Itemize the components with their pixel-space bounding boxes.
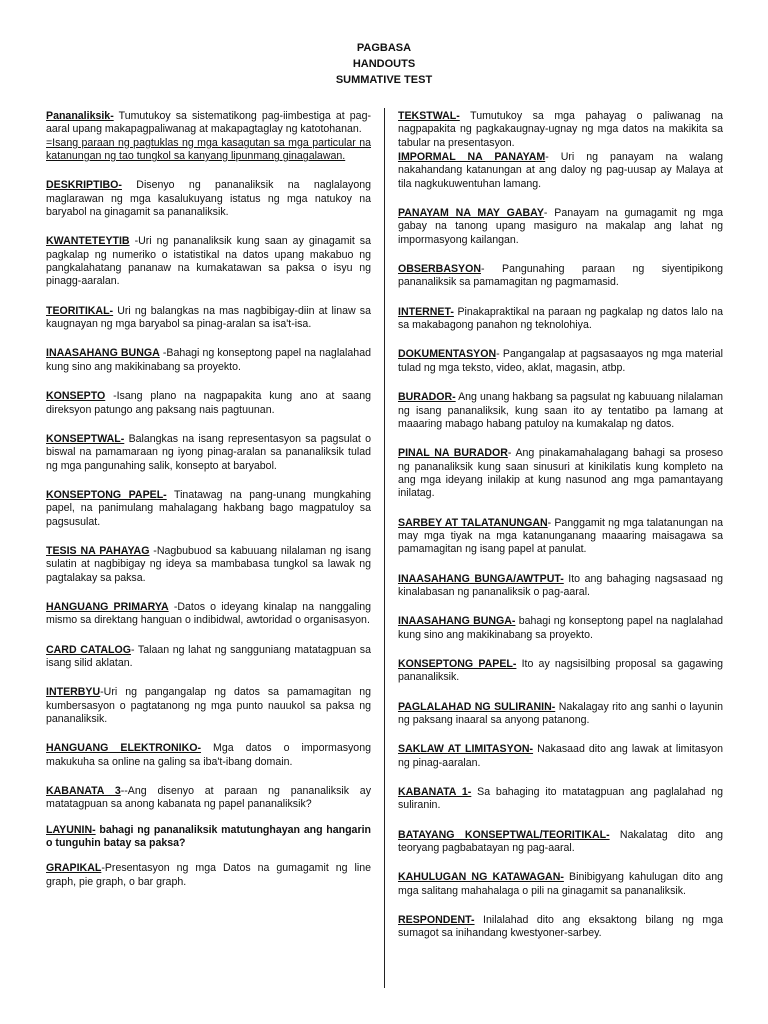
entry-pananaliksik <box>46 110 371 163</box>
term: DOKUMENTASYON <box>398 348 497 361</box>
definition: Ito ay nagsisilbing proposal sa gagawing pananaliksik. <box>398 657 724 684</box>
entry-batayang-konseptwal <box>398 829 723 856</box>
definition: Uri ng balangkas na mas nagbibigay-diin at linaw sa kaugnayan ng mga baryabol sa pinag-aralan sa isa't-isa. <box>46 304 371 331</box>
term: CARD CATALOG <box>46 643 131 656</box>
entry-panayam-na-may-gabay <box>398 207 723 247</box>
entry-kahulugan-ng-katawagan <box>398 871 723 898</box>
entry-hanguang-primarya <box>46 601 371 628</box>
definition: Ito ang bahaging nagsasaad ng kinalabasan ng pananaliksik o pag-aaral. <box>398 572 723 598</box>
entry-respondent <box>398 914 723 941</box>
term: INTERNET- <box>398 305 454 318</box>
entry-kabanata-3 <box>46 785 371 812</box>
entry-obserbasyon <box>398 263 723 290</box>
entry-kabanata-1 <box>398 786 723 813</box>
definition: bahagi ng pananaliksik matutunghayan ang hangarin o tunguhin batay sa paksa? <box>46 823 371 850</box>
definition: - Ang pinakamahalagang bahagi sa proseso ng pananaliksik kung saan sinusuri at kinikilatis kung kompleto na ang mga ideyang inilakip at kung nasunod ang mga pamantayang inilatag. <box>398 447 724 500</box>
term: BATAYANG KONSEPTWAL/TEORITIKAL- <box>398 828 610 841</box>
term: PINAL NA BURADOR <box>398 447 508 460</box>
term: KONSEPTWAL- <box>46 432 125 445</box>
term: KAHULUGAN NG KATAWAGAN- <box>398 871 564 884</box>
term: OBSERBASYON <box>398 263 481 276</box>
definition: Tumutukoy sa sistematikong pag-iimbestiga at pag-aaral upang makapagpaliwanag at makapagtaglay ng katotohanan. <box>46 110 371 136</box>
term: TESIS NA PAHAYAG <box>46 544 150 557</box>
term: TEKSTWAL- <box>398 110 460 122</box>
term: KONSEPTONG PAPEL- <box>398 657 517 670</box>
term: INAASAHANG BUNGA <box>46 347 160 360</box>
definition: Mga datos o impormasyong makukuha sa online na galing sa iba't-ibang domain. <box>46 742 371 768</box>
entry-konseptwal <box>46 433 371 473</box>
definition: -Uri ng pangangalap ng datos sa pamamagitan ng kumbersasyon o pagtatanong ng mga punto nauukol sa paksa ng pananaliksik. <box>46 686 371 725</box>
term: SAKLAW AT LIMITASYON- <box>398 743 534 756</box>
entry-tekstwal <box>398 110 723 150</box>
term: BURADOR- <box>398 391 456 404</box>
entry-konseptong-papel-2 <box>398 658 723 685</box>
definition: Balangkas na isang representasyon sa pagsulat o biswal na pamamaraan ng iyong pinag-aralan sa pananaliksik tulad ng mga pangunahing salik, konsepto at baryabol. <box>46 432 371 472</box>
term: KABANATA 3 <box>46 785 121 798</box>
term: IMPORMAL NA PANAYAM <box>398 151 546 164</box>
definition: Nakasaad dito ang lawak at limitasyon ng pinag-aaralan. <box>398 743 723 769</box>
definition: -Datos o ideyang kinalap na nanggaling mismo sa direktang hanguan o indibidwal, awtoridad o organisasyon. <box>46 600 371 627</box>
left-column <box>46 110 371 889</box>
definition: bahagi ng konseptong papel na naglalahad kung sino ang makikinabang sa proyekto. <box>398 615 723 641</box>
entry-teoritikal <box>46 305 371 332</box>
entry-hanguang-elektroniko <box>46 742 371 769</box>
entry-burador <box>398 391 723 431</box>
header-test-label: SUMMATIVE TEST <box>335 74 433 86</box>
term: HANGUANG ELEKTRONIKO- <box>46 742 202 755</box>
definition: Inilalahad dito ang eksaktong bilang ng mga sumagot sa inihandang kwestyoner-sarbey. <box>398 914 723 940</box>
definition: Tumutukoy sa mga pahayag o paliwanag na nagpapakita ng pagkakaugnay-ugnay ng mga datos na makikita sa tabular na presentasyon. <box>398 110 723 149</box>
entry-inaasahang-bunga-awtput <box>398 573 723 600</box>
right-column <box>398 110 723 941</box>
definition: --Ang disenyo at paraan ng pananaliksik ay matatagpuan sa anong kabanata ng papel pananaliksik? <box>46 785 371 811</box>
entry-konseptong-papel <box>46 489 371 529</box>
term: PAGLALAHAD NG SULIRANIN- <box>398 700 556 713</box>
definition: Ang unang hakbang sa pagsulat ng kabuuang nilalaman ng isang pananaliksik, kung saan ito ay tentatibo pa lamang at maaaring mabago habang patuloy na kumakalap ng datos. <box>398 391 723 430</box>
entry-inaasahang-bunga-2 <box>398 615 723 642</box>
document-header <box>0 40 768 88</box>
definition: -Nagbubuod sa kabuuang nilalaman ng isang sulatin at nagbibigay ng ideya sa mambabasa tungkol sa lawak ng pagtalakay sa paksa. <box>46 544 371 584</box>
term: GRAPIKAL <box>46 862 102 875</box>
term: INAASAHANG BUNGA/AWTPUT- <box>398 572 564 585</box>
entry-konsepto <box>46 390 371 417</box>
term: KONSEPTONG PAPEL- <box>46 488 167 501</box>
term: DESKRIPTIBO- <box>46 179 122 192</box>
definition: Pinakapraktikal na paraan ng pagkalap ng datos lalo na sa makabagong panahon ng teknolohiya. <box>398 305 723 332</box>
term: KWANTETEYTIB <box>46 235 130 248</box>
definition: Nakalatag dito ang teoryang pagbabatayan ng pag-aaral. <box>398 828 723 855</box>
entry-impormal-na-panayam <box>398 151 723 191</box>
header-subtitle: HANDOUTS <box>352 58 416 70</box>
definition: - Panayam na gumagamit ng mga gabay na tanong upang masiguro na makalap ang lahat ng impormasyong kailangan. <box>398 207 723 246</box>
term: TEORITIKAL- <box>46 304 114 317</box>
definition: Nakalagay rito ang sanhi o layunin ng paksang inaaral sa anyong patanong. <box>398 700 723 726</box>
header-title: PAGBASA <box>356 42 412 54</box>
term: INAASAHANG BUNGA- <box>398 615 516 628</box>
entry-saklaw-at-limitasyon <box>398 743 723 770</box>
term: KONSEPTO <box>46 390 106 403</box>
entry-dokumentasyon <box>398 348 723 375</box>
definition: Tinatawag na pang-unang mungkahing papel, na panimulang mahalagang hakbang bago magpatuloy sa pagsusulat. <box>46 488 371 528</box>
definition: Binibigyang kahulugan dito ang mga salitang mahahalaga o pili na ginagamit sa pananaliksik. <box>398 871 723 897</box>
definition: - Pangunahing paraan ng siyentipikong pananaliksik sa pamamagitan ng pagmamasid. <box>398 263 723 289</box>
alt-definition: =Isang paraan ng pagtuklas ng mga kasagutan sa mga particular na katanungan ng tao tungkol sa kanyang lipunmang ginagalawan. <box>46 136 371 163</box>
definition: -Isang plano na nagpapakita kung ano at saang direksyon patungo ang paksang nais pagtuunan. <box>46 390 371 416</box>
entry-tesis-na-pahayag <box>46 545 371 585</box>
entry-deskriptibo <box>46 179 371 219</box>
entry-interbyu <box>46 686 371 726</box>
definition: - Uri ng panayam na walang nakahandang katanungan at ang daloy ng pag-uusap ay Malaya at tila nagkukuwentuhan lamang. <box>398 151 723 190</box>
entry-internet <box>398 306 723 333</box>
entry-layunin <box>46 824 371 851</box>
definition: -Presentasyon ng mga Datos na gumagamit ng line graph, pie graph, o bar graph. <box>46 862 371 888</box>
entry-paglalahad-ng-suliranin <box>398 701 723 728</box>
term: RESPONDENT- <box>398 914 475 927</box>
entry-pinal-na-burador <box>398 447 723 500</box>
entry-grapikal <box>46 862 371 889</box>
entry-kwanteteytib <box>46 235 371 288</box>
entry-card-catalog <box>46 644 371 671</box>
definition: Disenyo ng pananaliksik na naglalayong maglarawan ng mga kasalukuyang istatus ng mga natukoy na baryabol na ginagamit sa pananaliksik. <box>46 179 371 219</box>
entry-sarbey-at-talatanungan <box>398 517 723 557</box>
definition: - Pangangalap at pagsasaayos ng mga material tulad ng mga teksto, video, aklat, magasin, atbp. <box>398 348 723 374</box>
column-divider <box>384 108 385 988</box>
definition: Sa bahaging ito matatagpuan ang paglalahad ng suliranin. <box>398 786 723 812</box>
term: SARBEY AT TALATANUNGAN <box>398 516 548 529</box>
definition: - Panggamit ng mga talatanungan na may mga tiyak na mga katanunganang maaaring maisagawa sa pamamagitan ng isang papel at panulat. <box>398 516 723 556</box>
term: HANGUANG PRIMARYA <box>46 600 169 613</box>
term: KABANATA 1- <box>398 786 472 799</box>
term: PANAYAM NA MAY GABAY <box>398 207 544 220</box>
definition: -Uri ng pananaliksik kung saan ay ginagamit sa pagkalap ng numeriko o istatistikal na datos upang makabuo ng pangkalahatang pananaw na kumakatawan sa paksa o isyu ng pinagg-aaralan. <box>46 235 371 288</box>
definition: - Talaan ng lahat ng sangguniang matatagpuan sa isang silid aklatan. <box>46 643 371 669</box>
definition: -Bahagi ng konseptong papel na naglalahad kung sino ang makikinabang sa proyekto. <box>46 347 371 373</box>
term: Pananaliksik- <box>46 110 114 122</box>
term: LAYUNIN- <box>46 823 96 836</box>
entry-inaasahang-bunga <box>46 347 371 374</box>
term: INTERBYU <box>46 686 101 699</box>
